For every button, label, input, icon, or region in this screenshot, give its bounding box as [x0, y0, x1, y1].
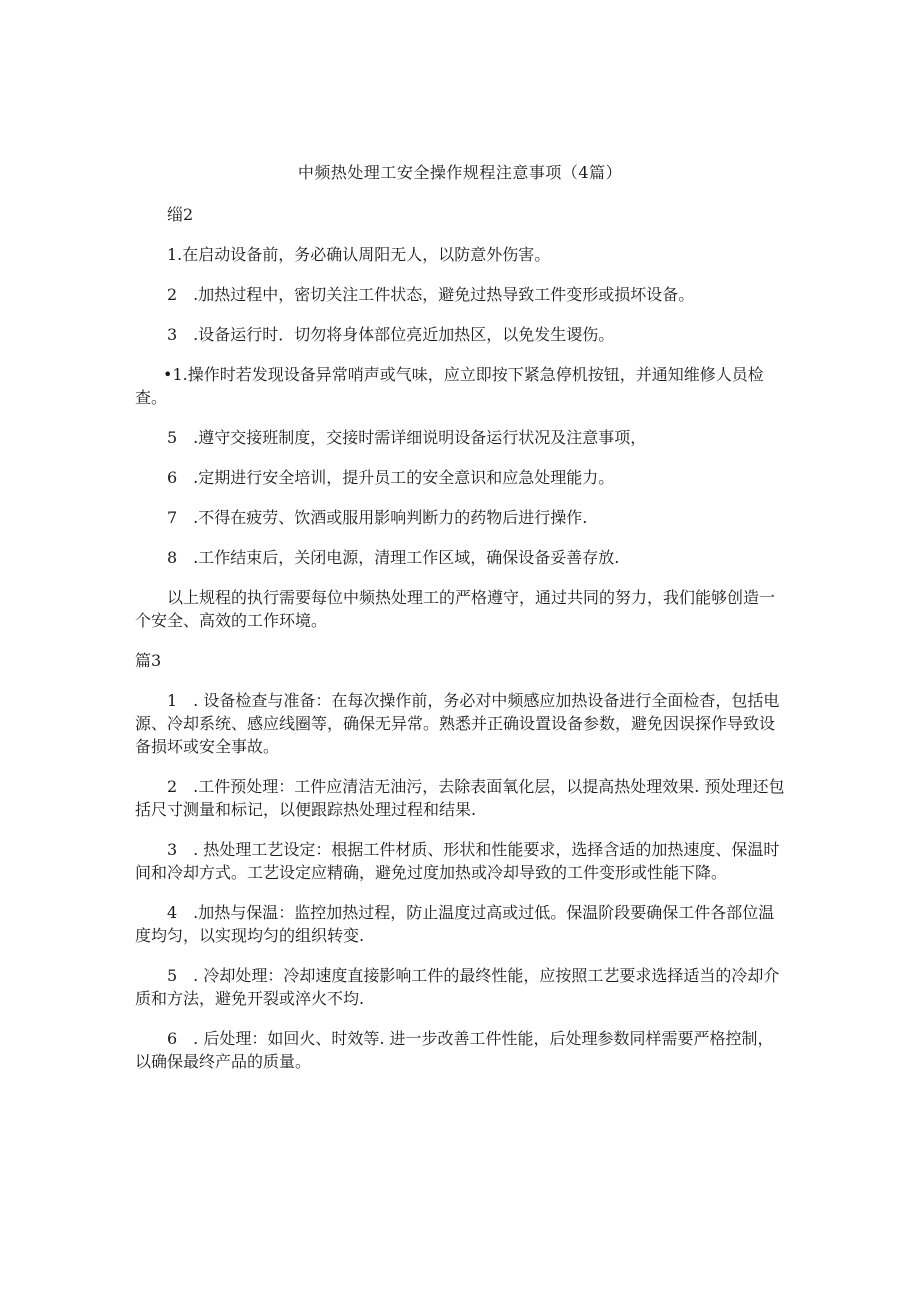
- conclusion-paragraph: 以上规程的执行需要每位中频热处理工的严格遵守，通过共同的努力，我们能够创造一个安全、高效的工作环境。: [135, 588, 776, 630]
- document-title: 中频热处理工安全操作规程注意事项（4篇）: [297, 163, 623, 182]
- paragraph-item: 1.在启动设备前，务必确认周阳无人，以防意外伤害。: [167, 245, 551, 264]
- section-heading: 篇3: [135, 651, 162, 670]
- paragraph-item: 1 . 设备检查与准备：在每次操作前，务必对中频感应加热设备进行全面检杳，包括电源、冷却系统、感应线圈等，确保无异常。熟悉并正确设置设备参数，避免因误探作导致设备损坏或安全事故。: [135, 691, 780, 756]
- paragraph-item: 5 . 冷却处理：冷却速度直接影响工件的最终性能，应按照工艺要求选择适当的冷却介质和方法，避免开裂或淬火不均.: [135, 966, 780, 1008]
- paragraph-item: •1.操作时若发现设备异常哨声或气味，应立即按下紧急停机按钮，并通知维修人员检查。: [135, 365, 764, 407]
- paragraph-item: 2 .加热过程中，密切关注工件状态，避免过热导致工件变形或损坏设备。: [167, 285, 695, 304]
- paragraph-item: 4 .加热与保温：监控加热过程，防止温度过高或过低。保温阶段要确保工件各部位温度均匀，以实现均匀的组织转变.: [135, 903, 775, 945]
- paragraph-item: 3 . 热处理工艺设定：根据工件材质、形状和性能要求，选择含适的加热速度、保温时间和冷却方式。工艺设定应精确，避免过度加热或冷却导致的工件变形或性能下降。: [135, 840, 780, 882]
- paragraph-item: 5 .遵守交接班制度，交接时需详细说明设备运行状况及注意事项，: [167, 428, 647, 447]
- paragraph-item: 2 .工件预处理：工件应清洁无油污，去除表面氧化层，以提高热处理效果. 预处理还包括尺寸测量和标记，以便跟踪热处理过程和结果.: [135, 777, 785, 819]
- section-heading: 缁2: [167, 205, 194, 224]
- paragraph-item: 8 .工作结束后，关闭电源，清理工作区域，确保设备妥善存放.: [167, 548, 620, 567]
- paragraph-item: 6 .定期进行安全培训，提升员工的安全意识和应急处理能力。: [167, 468, 615, 487]
- paragraph-item: 7 .不得在疲劳、饮酒或服用影响判断力的药物后进行操作.: [167, 508, 588, 527]
- paragraph-item: 6 . 后处理：如回火、时效等. 进一步改善工件性能，后处理参数同样需要严格控制，以确保最终产品的质量。: [135, 1029, 774, 1071]
- paragraph-item: 3 .设备运行时．切勿将身体部位亮近加热区，以免发生谡伤。: [167, 325, 615, 344]
- document-body: [135, 203, 785, 1090]
